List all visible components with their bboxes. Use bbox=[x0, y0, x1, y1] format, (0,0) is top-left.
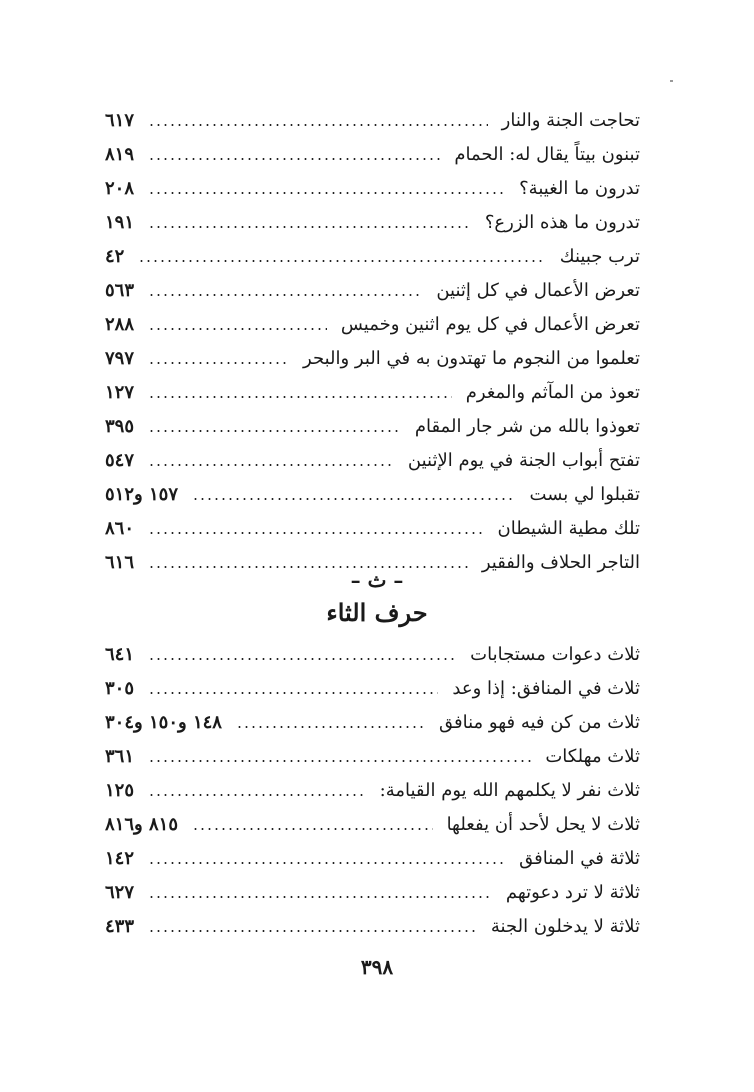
dot-leader bbox=[148, 430, 401, 432]
index-entry bbox=[105, 740, 640, 774]
dot-leader bbox=[148, 226, 471, 228]
dot-leader bbox=[138, 260, 545, 262]
entry-pages: ١٤٢ bbox=[105, 848, 135, 869]
entry-title: التاجر الحلاف والفقير bbox=[481, 552, 640, 573]
entry-pages: ١٥٧ و٥١٢ bbox=[105, 484, 178, 505]
dot-leader bbox=[148, 464, 394, 466]
entry-title: تبنون بيتاً يقال له: الحمام bbox=[454, 144, 640, 165]
dot-leader bbox=[192, 498, 516, 500]
dot-leader bbox=[148, 192, 505, 194]
index-entry bbox=[105, 104, 640, 138]
entry-title: تعلموا من النجوم ما تهتدون به في البر والبحر bbox=[303, 348, 640, 369]
index-entry bbox=[105, 376, 640, 410]
entry-pages: ٨١٩ bbox=[105, 144, 135, 165]
entry-pages: ٣٩٥ bbox=[105, 416, 135, 437]
dot-leader bbox=[148, 294, 422, 296]
dot-leader bbox=[192, 828, 433, 830]
entry-title: ثلاث نفر لا يكلمهم الله يوم القيامة: bbox=[379, 780, 640, 801]
entry-pages: ١٢٥ bbox=[105, 780, 135, 801]
index-entry bbox=[105, 444, 640, 478]
entry-title: تدرون ما هذه الزرع؟ bbox=[484, 212, 640, 233]
index-entry bbox=[105, 410, 640, 444]
dot-leader bbox=[148, 362, 289, 364]
dot-leader bbox=[148, 760, 531, 762]
dot-leader bbox=[148, 158, 440, 160]
entry-pages: ١٤٨ و١٥٠ و٣٠٤ bbox=[105, 712, 222, 733]
index-entry bbox=[105, 876, 640, 910]
entry-pages: ٨٦٠ bbox=[105, 518, 135, 539]
index-entry bbox=[105, 512, 640, 546]
dot-leader bbox=[148, 896, 492, 898]
index-entry bbox=[105, 842, 640, 876]
entry-pages: ٧٩٧ bbox=[105, 348, 135, 369]
entry-pages: ٣٠٥ bbox=[105, 678, 135, 699]
entry-pages: ٨١٥ و٨١٦ bbox=[105, 814, 178, 835]
entries-list-tha bbox=[105, 638, 640, 944]
dot-leader bbox=[236, 726, 425, 728]
entry-pages: ١٩١ bbox=[105, 212, 135, 233]
entry-pages: ٣٦١ bbox=[105, 746, 135, 767]
index-entry bbox=[105, 342, 640, 376]
dot-leader bbox=[148, 692, 438, 694]
dot-leader bbox=[148, 862, 505, 864]
index-entry bbox=[105, 774, 640, 808]
dot-leader bbox=[148, 658, 456, 660]
index-entry bbox=[105, 672, 640, 706]
entry-pages: ٤٢ bbox=[105, 246, 125, 267]
index-entry bbox=[105, 706, 640, 740]
entry-pages: ١٢٧ bbox=[105, 382, 135, 403]
index-entry bbox=[105, 274, 640, 308]
index-entry bbox=[105, 240, 640, 274]
entries-list-ta bbox=[105, 104, 640, 580]
section-heading: حرف الثاء bbox=[326, 598, 428, 627]
entry-title: تحاجت الجنة والنار bbox=[501, 110, 640, 131]
entry-title: ثلاثة لا ترد دعوتهم bbox=[505, 882, 640, 903]
entry-title: ثلاث مهلكات bbox=[545, 746, 640, 767]
dot-leader bbox=[148, 930, 477, 932]
dot-leader bbox=[148, 532, 483, 534]
entry-title: تقبلوا لي بست bbox=[529, 484, 640, 505]
entry-pages: ٦٢٧ bbox=[105, 882, 135, 903]
page-number: ٣٩٨ bbox=[360, 955, 394, 979]
entry-title: تعوذ من المآثم والمغرم bbox=[465, 382, 640, 403]
index-entry bbox=[105, 910, 640, 944]
entry-title: ترب جبينك bbox=[559, 246, 640, 267]
letter-marker: – ث – bbox=[350, 568, 404, 592]
dot-leader bbox=[148, 124, 488, 126]
entry-title: تعرض الأعمال في كل يوم اثنين وخميس bbox=[340, 314, 640, 335]
entry-title: ثلاثة لا يدخلون الجنة bbox=[490, 916, 640, 937]
index-entry bbox=[105, 638, 640, 672]
entry-title: ثلاثة في المنافق bbox=[519, 848, 640, 869]
entry-pages: ٥٦٣ bbox=[105, 280, 135, 301]
index-entry bbox=[105, 808, 640, 842]
dot-leader bbox=[148, 794, 366, 796]
entry-title: تدرون ما الغيبة؟ bbox=[519, 178, 640, 199]
entry-pages: ٢٨٨ bbox=[105, 314, 135, 335]
entry-title: تعوذوا بالله من شر جار المقام bbox=[414, 416, 640, 437]
index-entry bbox=[105, 172, 640, 206]
entry-title: ثلاث لا يحل لأحد أن يفعلها bbox=[446, 814, 640, 835]
entry-title: تلك مطية الشيطان bbox=[497, 518, 640, 539]
entry-title: ثلاث دعوات مستجابات bbox=[470, 644, 640, 665]
index-entry bbox=[105, 206, 640, 240]
scan-speck bbox=[670, 80, 673, 82]
entry-pages: ٦٤١ bbox=[105, 644, 135, 665]
dot-leader bbox=[148, 328, 327, 330]
entry-pages: ٦١٦ bbox=[105, 552, 135, 573]
entry-pages: ٦١٧ bbox=[105, 110, 135, 131]
index-entry bbox=[105, 308, 640, 342]
entry-pages: ٤٣٣ bbox=[105, 916, 135, 937]
index-entry bbox=[105, 478, 640, 512]
entry-title: ثلاث من كن فيه فهو منافق bbox=[439, 712, 640, 733]
entry-title: تعرض الأعمال في كل إثنين bbox=[436, 280, 640, 301]
entry-pages: ٢٠٨ bbox=[105, 178, 135, 199]
entry-pages: ٥٤٧ bbox=[105, 450, 135, 471]
entry-title: تفتح أبواب الجنة في يوم الإثنين bbox=[407, 450, 640, 471]
index-entry bbox=[105, 138, 640, 172]
dot-leader bbox=[148, 396, 452, 398]
entry-title: ثلاث في المنافق: إذا وعد bbox=[452, 678, 640, 699]
